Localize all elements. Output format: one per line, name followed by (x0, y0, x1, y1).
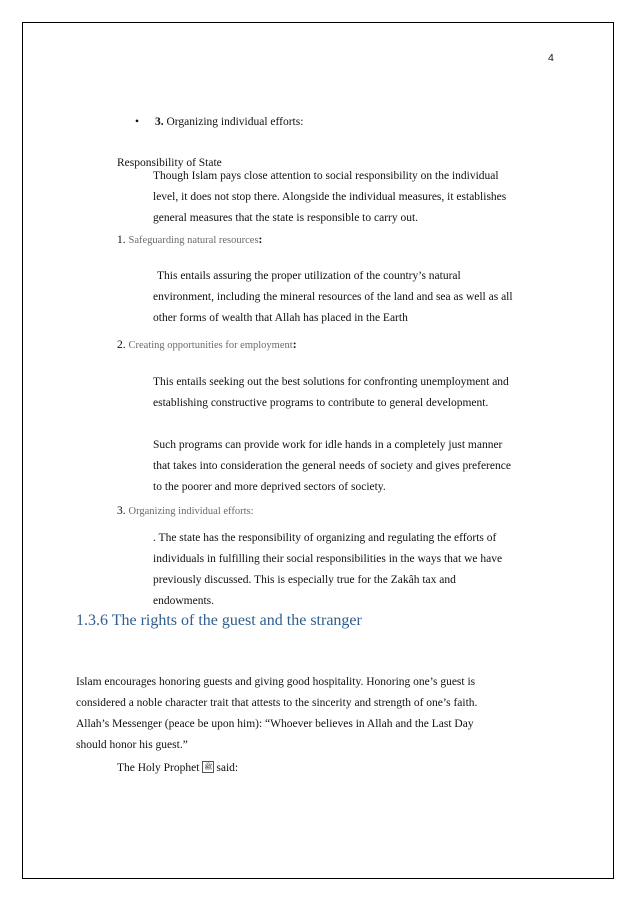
paragraph-line: level, it does not stop there. Alongside the individual measures, it establishes (153, 191, 507, 203)
paragraph-line: other forms of wealth that Allah has placed in the Earth (153, 312, 408, 324)
item-number: 2. (117, 339, 126, 351)
prophet-text: The Holy Prophet (117, 762, 200, 774)
item-1-heading: 1. Safeguarding natural resources: (117, 234, 263, 246)
item-3-paragraph (153, 528, 502, 612)
paragraph-line: This entails seeking out the best solutions for confronting unemployment and (153, 376, 509, 388)
bullet-symbol: • (135, 116, 140, 128)
bullet-number: 3. (155, 116, 164, 128)
item-label: Organizing individual efforts: (128, 506, 254, 517)
page-number: 4 (548, 52, 554, 64)
item-number: 3. (117, 505, 126, 517)
paragraph-line: environment, including the mineral resources of the land and sea as well as all (153, 291, 513, 303)
paragraph-line: establishing constructive programs to contribute to general development. (153, 397, 489, 409)
item-3-heading (117, 505, 254, 517)
paragraph-line: . The state has the responsibility of organizing and regulating the efforts of (153, 532, 497, 544)
paragraph-line: Though Islam pays close attention to social responsibility on the individual (153, 170, 499, 182)
section-paragraph (76, 672, 477, 756)
bullet-heading (135, 116, 303, 128)
prophet-line (117, 758, 238, 779)
responsibility-heading: Responsibility of State (117, 157, 222, 169)
item-1-paragraph (153, 266, 513, 329)
item-2-heading: 2. Creating opportunities for employment: (117, 339, 297, 351)
paragraph-line: This entails assuring the proper utilization of the country’s natural (157, 270, 461, 282)
bullet-text: Organizing individual efforts: (166, 116, 304, 128)
paragraph-line: that takes into consideration the general needs of society and gives preference (153, 460, 511, 472)
paragraph-line: considered a noble character trait that attests to the sincerity and strength of one’s faith. (76, 697, 478, 709)
responsibility-paragraph (153, 166, 506, 229)
paragraph-line: individuals in fulfilling their social responsibilities in the ways that we have (153, 553, 503, 565)
paragraph-line: to the poorer and more deprived sectors of society. (153, 481, 386, 493)
item-number: 1. (117, 234, 126, 246)
paragraph-line: should honor his guest.” (76, 739, 188, 751)
paragraph-line: Such programs can provide work for idle hands in a completely just manner (153, 439, 503, 451)
item-2-paragraph-1 (153, 372, 509, 414)
item-label: Safeguarding natural resources (128, 235, 259, 246)
prophet-said: said: (216, 762, 239, 774)
salawat-glyph-icon: ﷺ (204, 763, 213, 772)
paragraph-line: Allah’s Messenger (peace be upon him): “Whoever believes in Allah and the Last Day (76, 718, 474, 730)
paragraph-line: endowments. (153, 595, 215, 607)
section-heading: 1.3.6 The rights of the guest and the stranger (76, 612, 362, 629)
item-2-paragraph-2 (153, 435, 511, 498)
paragraph-line: Islam encourages honoring guests and giving good hospitality. Honoring one’s guest is (76, 676, 476, 688)
paragraph-line: previously discussed. This is especially true for the Zakâh tax and (153, 574, 456, 586)
paragraph-line: general measures that the state is responsible to carry out. (153, 212, 419, 224)
item-label: Creating opportunities for employment (128, 340, 293, 351)
